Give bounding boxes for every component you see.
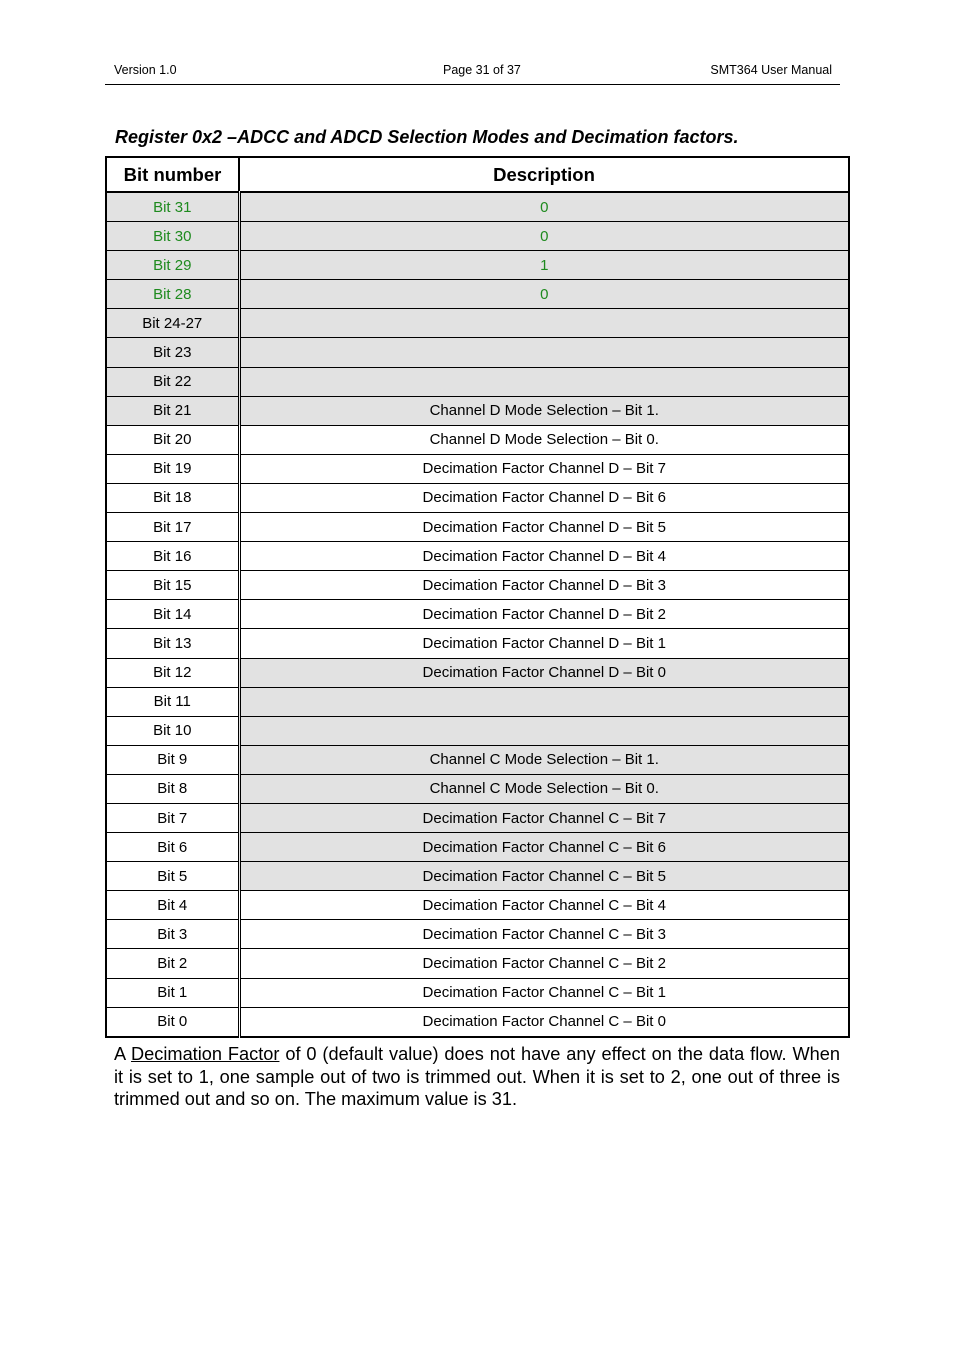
bit-number-cell: Bit 7 [106, 803, 239, 832]
description-cell: Decimation Factor Channel C – Bit 7 [239, 803, 849, 832]
bit-number-cell: Bit 0 [106, 1007, 239, 1037]
bit-number-cell: Bit 21 [106, 396, 239, 425]
description-cell: 0 [239, 280, 849, 309]
version-label: Version 1.0 [114, 63, 177, 77]
table-row [106, 745, 849, 774]
bit-number-cell: Bit 1 [106, 978, 239, 1007]
description-cell: Decimation Factor Channel D – Bit 6 [239, 483, 849, 512]
description-cell: Decimation Factor Channel D – Bit 3 [239, 571, 849, 600]
table-row [106, 600, 849, 629]
page-header [105, 60, 840, 85]
decimation-factor-term: Decimation Factor [131, 1044, 280, 1064]
bit-number-cell: Bit 2 [106, 949, 239, 978]
description-cell: 0 [239, 222, 849, 251]
manual-title: SMT364 User Manual [710, 63, 832, 77]
table-row [106, 920, 849, 949]
bit-number-header: Bit number [106, 157, 239, 192]
bit-number-cell: Bit 18 [106, 483, 239, 512]
bit-number-cell: Bit 23 [106, 338, 239, 367]
bit-number-cell: Bit 9 [106, 745, 239, 774]
table-row [106, 192, 849, 222]
table-row [106, 483, 849, 512]
table-row [106, 222, 849, 251]
table-row [106, 1007, 849, 1037]
table-row [106, 629, 849, 658]
bit-number-cell: Bit 22 [106, 367, 239, 396]
table-row [106, 513, 849, 542]
bit-number-cell: Bit 28 [106, 280, 239, 309]
bit-number-cell: Bit 15 [106, 571, 239, 600]
table-row [106, 949, 849, 978]
description-cell: Decimation Factor Channel D – Bit 5 [239, 513, 849, 542]
description-cell: Decimation Factor Channel C – Bit 5 [239, 862, 849, 891]
table-row [106, 716, 849, 745]
description-cell: Channel C Mode Selection – Bit 0. [239, 774, 849, 803]
bit-number-cell: Bit 12 [106, 658, 239, 687]
page-number: Page 31 of 37 [443, 63, 521, 77]
bit-number-cell: Bit 11 [106, 687, 239, 716]
description-cell: Decimation Factor Channel C – Bit 0 [239, 1007, 849, 1037]
table-row [106, 280, 849, 309]
description-cell: Channel C Mode Selection – Bit 1. [239, 745, 849, 774]
bit-number-cell: Bit 31 [106, 192, 239, 222]
bit-number-cell: Bit 3 [106, 920, 239, 949]
bit-number-cell: Bit 13 [106, 629, 239, 658]
bit-number-cell: Bit 14 [106, 600, 239, 629]
table-caption: Register 0x2 –ADCC and ADCD Selection Modes and Decimation factors. [115, 127, 739, 147]
table-header-row [106, 157, 849, 192]
table-row [106, 833, 849, 862]
description-cell [239, 716, 849, 745]
table-row [106, 774, 849, 803]
bit-number-cell: Bit 24-27 [106, 309, 239, 338]
description-header: Description [239, 157, 849, 192]
bit-number-cell: Bit 20 [106, 425, 239, 454]
bit-number-cell: Bit 17 [106, 513, 239, 542]
bit-number-cell: Bit 10 [106, 716, 239, 745]
table-row [106, 367, 849, 396]
description-cell: Decimation Factor Channel D – Bit 2 [239, 600, 849, 629]
table-row [106, 571, 849, 600]
description-cell: Decimation Factor Channel C – Bit 3 [239, 920, 849, 949]
table-row [106, 454, 849, 483]
bit-number-cell: Bit 6 [106, 833, 239, 862]
table-body [106, 192, 849, 1037]
description-cell [239, 309, 849, 338]
paragraph-body: of 0 (default value) does not have any effect on the data flow. When it is set to 1, one sample out of two is trimmed out. When it is set to 2, one out of three is trimmed out and so on. The maximum value is 31. [114, 1044, 840, 1110]
paragraph-lead: A [114, 1044, 132, 1064]
description-cell [239, 687, 849, 716]
description-cell: Decimation Factor Channel D – Bit 4 [239, 542, 849, 571]
table-row [106, 338, 849, 367]
bit-number-cell: Bit 4 [106, 891, 239, 920]
description-cell: Channel D Mode Selection – Bit 0. [239, 425, 849, 454]
bit-number-cell: Bit 16 [106, 542, 239, 571]
table-row [106, 862, 849, 891]
bit-number-cell: Bit 29 [106, 251, 239, 280]
table-row [106, 687, 849, 716]
table-row [106, 891, 849, 920]
description-cell: Decimation Factor Channel C – Bit 6 [239, 833, 849, 862]
description-cell: 1 [239, 251, 849, 280]
description-cell [239, 367, 849, 396]
description-cell: Decimation Factor Channel D – Bit 1 [239, 629, 849, 658]
table-row [106, 251, 849, 280]
table-row [106, 803, 849, 832]
description-cell: Decimation Factor Channel C – Bit 1 [239, 978, 849, 1007]
table-row [106, 542, 849, 571]
description-cell: Decimation Factor Channel D – Bit 7 [239, 454, 849, 483]
table-row [106, 978, 849, 1007]
description-cell: Decimation Factor Channel C – Bit 4 [239, 891, 849, 920]
bit-number-cell: Bit 5 [106, 862, 239, 891]
register-table [105, 156, 850, 1038]
bit-number-cell: Bit 19 [106, 454, 239, 483]
description-cell: Decimation Factor Channel D – Bit 0 [239, 658, 849, 687]
description-cell [239, 338, 849, 367]
table-row [106, 396, 849, 425]
bit-number-cell: Bit 8 [106, 774, 239, 803]
table-row [106, 658, 849, 687]
description-cell: Decimation Factor Channel C – Bit 2 [239, 949, 849, 978]
description-cell: 0 [239, 192, 849, 222]
bit-number-cell: Bit 30 [106, 222, 239, 251]
table-row [106, 425, 849, 454]
description-cell: Channel D Mode Selection – Bit 1. [239, 396, 849, 425]
table-row [106, 309, 849, 338]
explanation-paragraph [114, 1043, 840, 1111]
